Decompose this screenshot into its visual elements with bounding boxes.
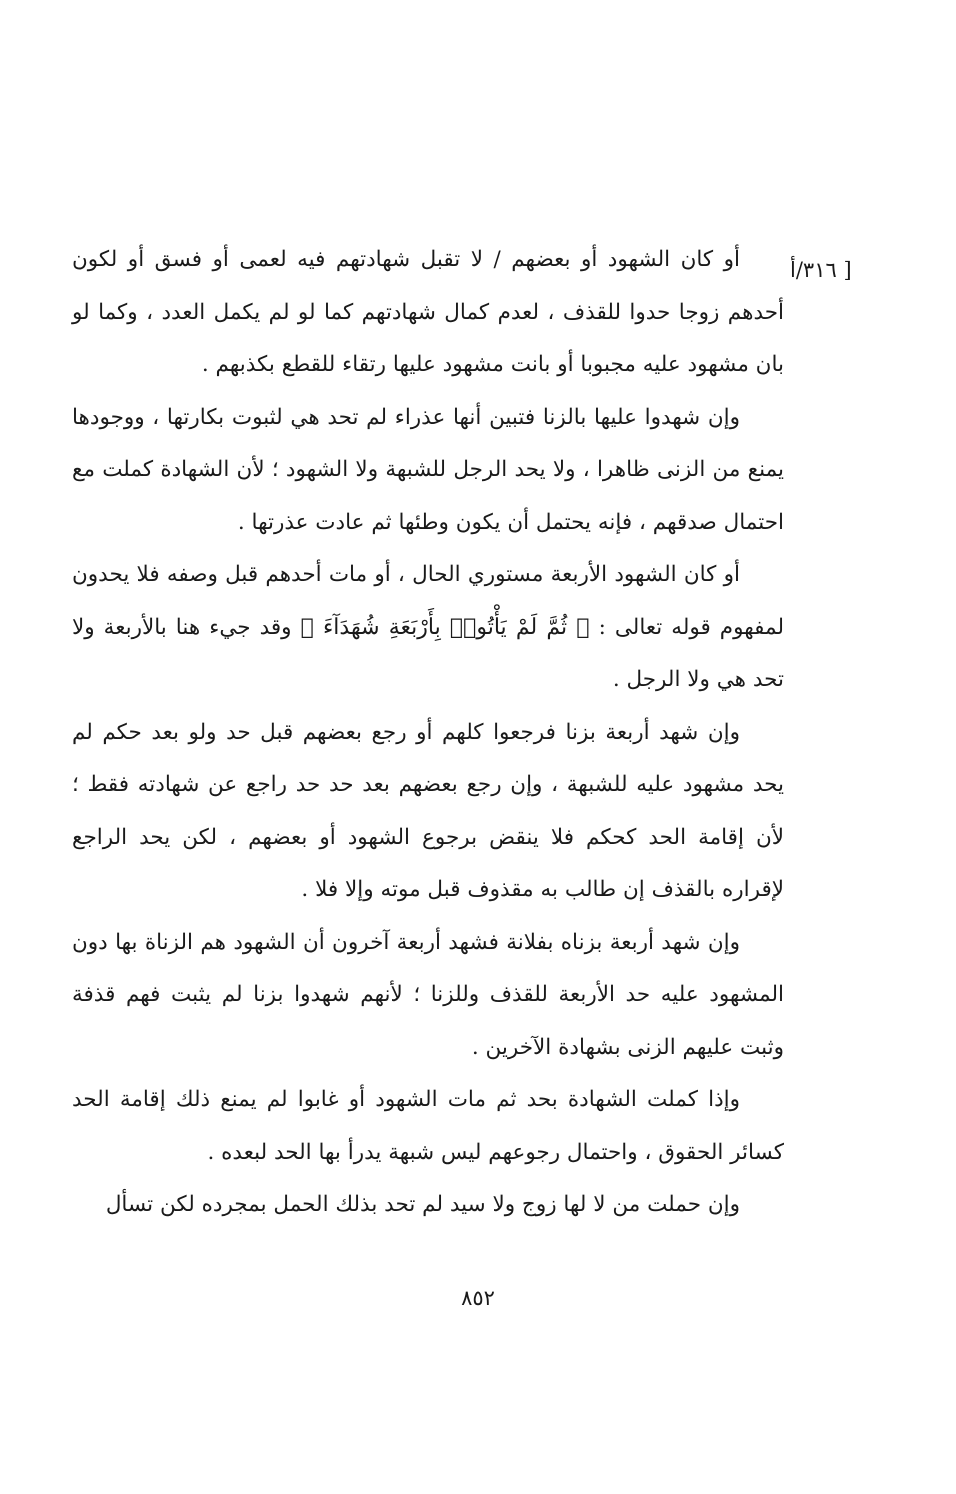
paragraph: وإن حملت من لا لها زوج ولا سيد لم تحد بذلك الحمل بمجرده لكن تسأل: [105, 1192, 740, 1217]
paragraph: وإن شهد أربعة بزناه بفلانة فشهد أربعة آخرون أن الشهود هم الزناة بها دون المشهود عليه حد الأربعة للقذف وللزنا ؛ لأنهم شهدوا بزنا لم يثبت فهم قذفة وثبت عليهم الزنى بشهادة الآخرين .: [72, 929, 784, 1060]
page-number: ٨٥٢: [461, 1286, 495, 1310]
paragraph-text: أو كان الشهود الأربعة مستوري الحال ، أو مات أحدهم قبل وصفه فلا يحدون لمفهوم قوله تعالى :: [72, 562, 784, 640]
main-text-body: [72, 234, 784, 1232]
paragraph: أو كان الشهود أو بعضهم / لا تقبل شهادتهم فيه لعمى أو فسق أو لكون أحدهم زوجا حدوا للقذف ، لعدم كمال شهادتهم كما لو لم يكمل العدد ، وكما لو بان مشهود عليه مجبوبا أو بانت مشهود عليها رتقاء للقطع بكذبهم .: [72, 247, 784, 377]
paragraph-text: وقد جيء هنا بالأربعة ولا تحد هي ولا الرجل .: [72, 614, 784, 692]
paragraph: وإن شهد أربعة بزنا فرجعوا كلهم أو رجع بعضهم قبل حد ولو بعد حكم لم يحد مشهود عليه للشبهة ، وإن رجع بعضهم بعد حد حد راجع عن شهادته فقط ؛ لأن إقامة الحد كحكم فلا ينقض برجوع الشهود أو بعضهم ، لكن يحد الراجع لإقراره بالقذف إن طالب به مقذوف قبل موته وإلا فلا .: [72, 719, 784, 902]
paragraph: وإذا كملت الشهادة بحد ثم مات الشهود أو غابوا لم يمنع ذلك إقامة الحد كسائر الحقوق ، واحتمال رجوعهم ليس شبهة يدرأ بها الحد لبعده .: [72, 1087, 784, 1165]
paragraph: وإن شهدوا عليها بالزنا فتبين أنها عذراء لم تحد هي لثبوت بكارتها ، ووجودها يمنع من الزنى ظاهرا ، ولا يحد الرجل للشبهة ولا الشهود ؛ لأن الشهادة كملت مع احتمال صدقهم ، فإنه يحتمل أن يكون وطئها ثم عادت عذرتها .: [72, 404, 784, 535]
manuscript-folio-reference: [ ٣١٦/أ: [790, 258, 852, 282]
quran-verse-quote: ﴿ ثُمَّ لَمْ يَأْتُوا۟ بِأَرْبَعَةِ شُهَدَآءَ ﴾: [300, 614, 590, 640]
paragraph: [72, 549, 784, 707]
